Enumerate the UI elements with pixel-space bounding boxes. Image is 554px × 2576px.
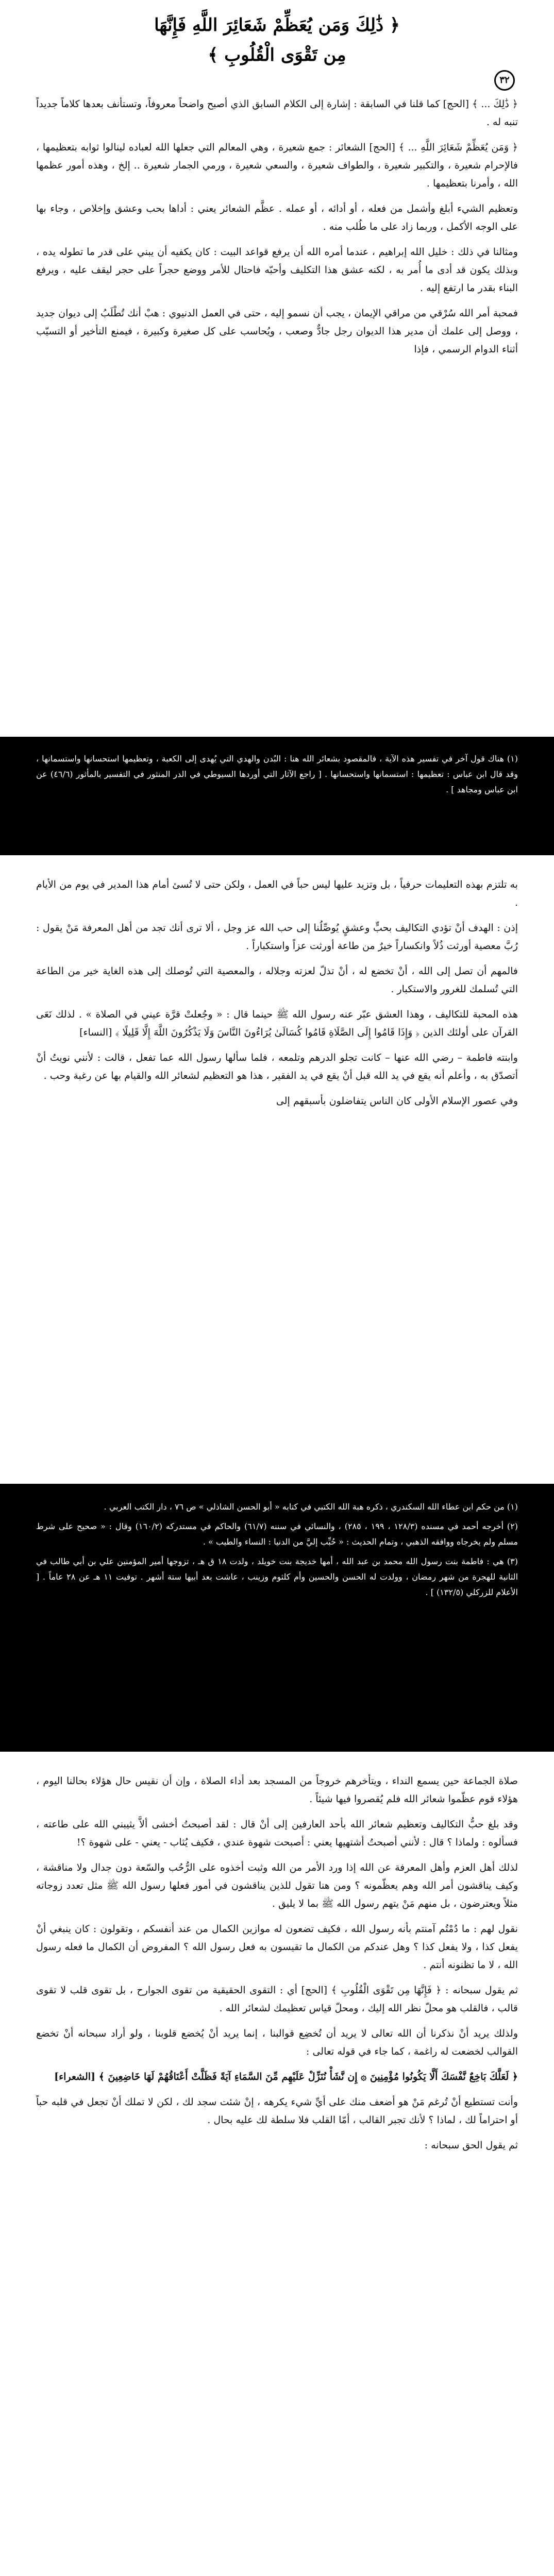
header-verse xyxy=(36,10,518,91)
ayah-number-ornament: ٣٢ xyxy=(494,70,515,91)
paragraph: ومثالنا في ذلك : خليل الله إبراهيم ، عندما أمره الله أن يرفع قواعد البيت : كان يكفيه أن يبني على قدر ما تطوله يده ، وبذلك يكون قد أدى ما أُمر به ، لكنه عشق هذا التكليف وأحبّه فاحتال للأمر ووضع حجراً على حجر ليقف عليه ، ويرفع البناء بقدر ما ارتفع إليه . xyxy=(36,246,518,294)
paragraph: وابنته فاطمة – رضي الله عنها – كانت تجلو الدرهم وتلمعه ، فلما سألها رسول الله عما تفعل ، قالت : لأنني نويتُ أنْ أتصدّق به ، وأعلم أنه يقع في يد الله قبل أنْ يقع في يد الفقير ، هذا هو التعظيم لشعائر الله والقيام بها عن رغبة وحب . xyxy=(36,1052,518,1081)
paragraph: ولذلك يريد أنْ نذكرنا أن الله تعالى لا يريد أن تُخضِع قوالبنا ، إنما يريد أنْ يُخضع قلوبنا ، ولو أراد سبحانه أنْ تخضع القوالب لخضعت له راغمة ، كما جاء في قوله تعالى : xyxy=(36,2028,518,2057)
paragraph: إذن : الهدف أنْ تؤدي التكاليف بحبٍّ وعشقٍ يُوصِّلُنا إلى حب الله عز وجل ، ألا ترى أنك تجد من أهل المعرفة مَنْ يقول : رُبَّ معصية أورثت ذُلاً وانكساراً خيرٌ من طاعة أورثت عزاً واستكباراً . xyxy=(36,922,518,952)
section-2 xyxy=(36,876,518,1117)
paragraph: صلاة الجماعة حين يسمع النداء ، ويتأخرهم خروجاً من المسجد بعد أداء الصلاة ، وإن أن نقيس حال هؤلاء بحالنا اليوم ، هؤلاء قوم عظّموا شعائر الله فلم يُقصروا فيها شيئاً . xyxy=(36,1775,518,1805)
paragraph: وتعظيم الشيء أبلغ وأشمل من فعله ، أو أدائه ، أو عمله . عظَّم الشعائر يعني : أداها بحب وعشق وإخلاص ، وجاء بها على الوجه الأكمل ، وربما زاد على ما طُلب منه . xyxy=(36,203,518,232)
paragraph: فالمهم أن تصل إلى الله ، أنْ تخضع له ، أنْ تذلّ لعزته وجلاله ، والمعصية التي تُوصلك إلى هذه الغاية خير من الطاعة التي تُسلمك للغرور والاستكبار . xyxy=(36,965,518,995)
footnote: (٣) هي : فاطمة بنت رسول الله محمد بن عبد الله ، أمها خديجة بنت خويلد ، ولدت ١٨ ق هـ ، تزوجها أمير المؤمنين علي بن أبي طالب في الثانية للهجرة من شهر رمضان ، وولدت له الحسن والحسين وأم كلثوم وزينب ، عاشت بعد أبيها ستة أشهر . توفيت ١١ هـ عن ٢٨ عاماً . [ الأعلام للزركلي (١٣٢/٥) ] . xyxy=(36,1556,518,1597)
header-verse-line-1: ﴿ ذَٰلِكَ وَمَن يُعَظِّمْ شَعَائِرَ اللَّهِ فَإِنَّهَا xyxy=(154,15,400,36)
section-1 xyxy=(36,95,518,366)
quran-quote: ﴿ لَعَلَّكَ بَاخِعٌ نَّفْسَكَ أَلَّا يَكُونُوا مُؤْمِنِينَ ۞ إِن نَّشَأْ نُنَزِّلْ عَلَيْهِم مِّنَ السَّمَاءِ آيَةً فَظَلَّتْ أَعْنَاقُهُمْ لَهَا خَاضِعِينَ ﴾ [الشعراء] xyxy=(54,2071,518,2082)
paragraph: لذلك أهل العزم وأهل المعرفة عن الله إذا ورد الأمر من الله وثبت أخذوه على الرُّحُب والسّعة دون جدال ولا مناقشة ، وكيف يناقشون أمر الله وهم يعظّمونه ؟ ومن هنا تقول للذين يناقشون في أمور فعلها رسول الله ﷺ مثل تعدد زوجاته مثلاً ويعترضون ، بل منهم مَنْ يتهم رسول الله ﷺ بما لا يليق . xyxy=(36,1862,518,1909)
paragraph: وفي عصور الإسلام الأولى كان الناس يتفاضلون بأسبقهم إلى xyxy=(276,1095,518,1107)
paragraph: وقد بلغ حبُّ التكاليف وتعظيم شعائر الله بأحد العارفين إلى أنْ قال : لقد أصبحتُ أخشى ألاَّ يثيبني الله على طاعته ، فسألوه : ولماذا ؟ قال : لأنني أصبحتُ أشتهيها يعني : أصبحت شهوة عندي ، فكيف يُثاب - يعني - على شهوة ؟! xyxy=(36,1819,518,1848)
footnote: (١) هناك قول آخر في تفسير هذه الآية ، فالمقصود بشعائر الله هنا : البُدن والهدي التي يُهدى إلى الكعبة ، وتعظيمها استحسانها واستسمانها ، وقد قال ابن عباس : تعظيمها : استسمانها واستحسانها . [ راجع الآثار التي أوردها السيوطي في الدر المنثور في التفسير بالمأثور (٤٦/٦) عن ابن عباس ومجاهد ] . xyxy=(36,754,518,794)
footnote-band-2 xyxy=(0,1484,554,1752)
paragraph: وأنت تستطيع أنْ تُرغم مَنْ هو أضعف منك على أيِّ شيء يكرهه ، إنْ شئت سجد لك ، لكن لا تملك أنْ تجعل في قلبه حباً أو احتراماً لك ، لماذا ؟ لأنك تجبر القالب ، أمّا القلب فلا سلطة لك عليه بحال . xyxy=(36,2096,518,2126)
paragraph: فمحبة أمر الله سُرْقي من مراقي الإيمان ، يجب أن نسمو إليه ، حتى في العمل الدنيوي : هبْ أنك تُطْلَبُ إلى ديوان جديد ، ووصل إلى علمك أن مدير هذا الديوان رجل جادٌّ وصعب ، ويُحاسب على كل صغيرة وكبيرة ، فيمنع التأخير أو التسيّب أثناء الدوام الرسمي ، فإذا xyxy=(36,308,518,355)
paragraph: ثم يقول سبحانه : ﴿ فَإِنَّهَا مِن تَقْوَى الْقُلُوبِ ﴾ [الحج] أي : التقوى الحقيقية من تقوى الجوارح ، بل تقوى قلب لا تقوى قالب ، فالقلب هو محلّ نظر الله إليك ، ومحلّ قياس تعظيمك لشعائر الله . xyxy=(36,1985,518,2014)
footnote: (١) من حكم ابن عطاء الله السكندري ، ذكره هبة الله الكتبي في كتابه « أبو الحسن الشاذلي » ص ٧٦ ، دار الكتب العربي . xyxy=(104,1502,518,1512)
footnote-band-1 xyxy=(0,737,554,855)
paragraph: ﴿ وَمَن يُعَظِّمْ شَعَائِرَ اللَّهِ ... ﴾ [الحج] الشعائر : جمع شعيرة ، وهي المعالم التي جعلها الله لعباده لينالوا ثوابه بتعظيمها ، فالإحرام شعيرة ، والتكبير شعيرة ، والطواف شعيرة ، والسعي شعيرة ، ورمي الجمار شعيرة .. إلخ ، وهذه أمور عظمها الله ، وأمرنا بتعظيمها . xyxy=(36,142,518,189)
paragraph: نقول لهم : ما دُمْتُم آمنتم بأنه رسول الله ، فكيف تضعون له موازين الكمال من عند أنفسكم ، وتقولون : كان ينبغي أنْ يفعل كذا ، ولا يفعل كذا ؟ وهل عندكم من الكمال ما تقيسون به فعل رسول الله ؟ المفروض أن الكمال ما فعله رسول الله ، لا ما تظنونه أنتم . xyxy=(36,1923,518,1971)
footnote: (٢) أخرجه أحمد في مسنده (١٢٨/٣ ، ١٩٩ ، ٢٨٥) ، والنسائي في سننه (٦١/٧) والحاكم في مستدركه (١٦٠/٢) وقال : « صحيح على شرط مسلم ولم يخرجاه ووافقه الذهبي ، وتمام الحديث : « حُبِّب إليَّ من الدنيا : النساء والطيب » . xyxy=(36,1521,518,1547)
paragraph: ثم يقول الحق سبحانه : xyxy=(424,2140,518,2151)
paragraph: به تلتزم بهذه التعليمات حرفياً ، بل وتزيد عليها ليس حباً في العمل ، ولكن حتى لا تُسئ أمام هذا المدير في يوم من الأيام . xyxy=(36,879,518,908)
section-3 xyxy=(36,1772,518,2162)
paragraph: هذه المحبة للتكاليف ، وهذا العشق عبّر عنه رسول الله ﷺ حينما قال : « وجُعلتْ قرَّة عيني في الصلاة » . لذلك نَعَى القرآن على أولئك الذين ﴿ وَإِذَا قَامُوا إِلَى الصَّلَاةِ قَامُوا كُسَالَىٰ يُرَاءُونَ النَّاسَ وَلَا يَذْكُرُونَ اللَّهَ إِلَّا قَلِيلًا ﴾ [النساء] xyxy=(36,1009,518,1038)
paragraph: ﴿ ذَٰلِكَ ... ﴾ [الحج] كما قلنا في السابقة : إشارة إلى الكلام السابق الذي أصبح واضحاً معروفاً، وتستأنف بعدها كلاماً جديداً تنبه له . xyxy=(36,98,518,128)
header-verse-line-2: مِن تَقْوَى الْقُلُوبِ ﴾ ٣٢ xyxy=(36,40,518,91)
